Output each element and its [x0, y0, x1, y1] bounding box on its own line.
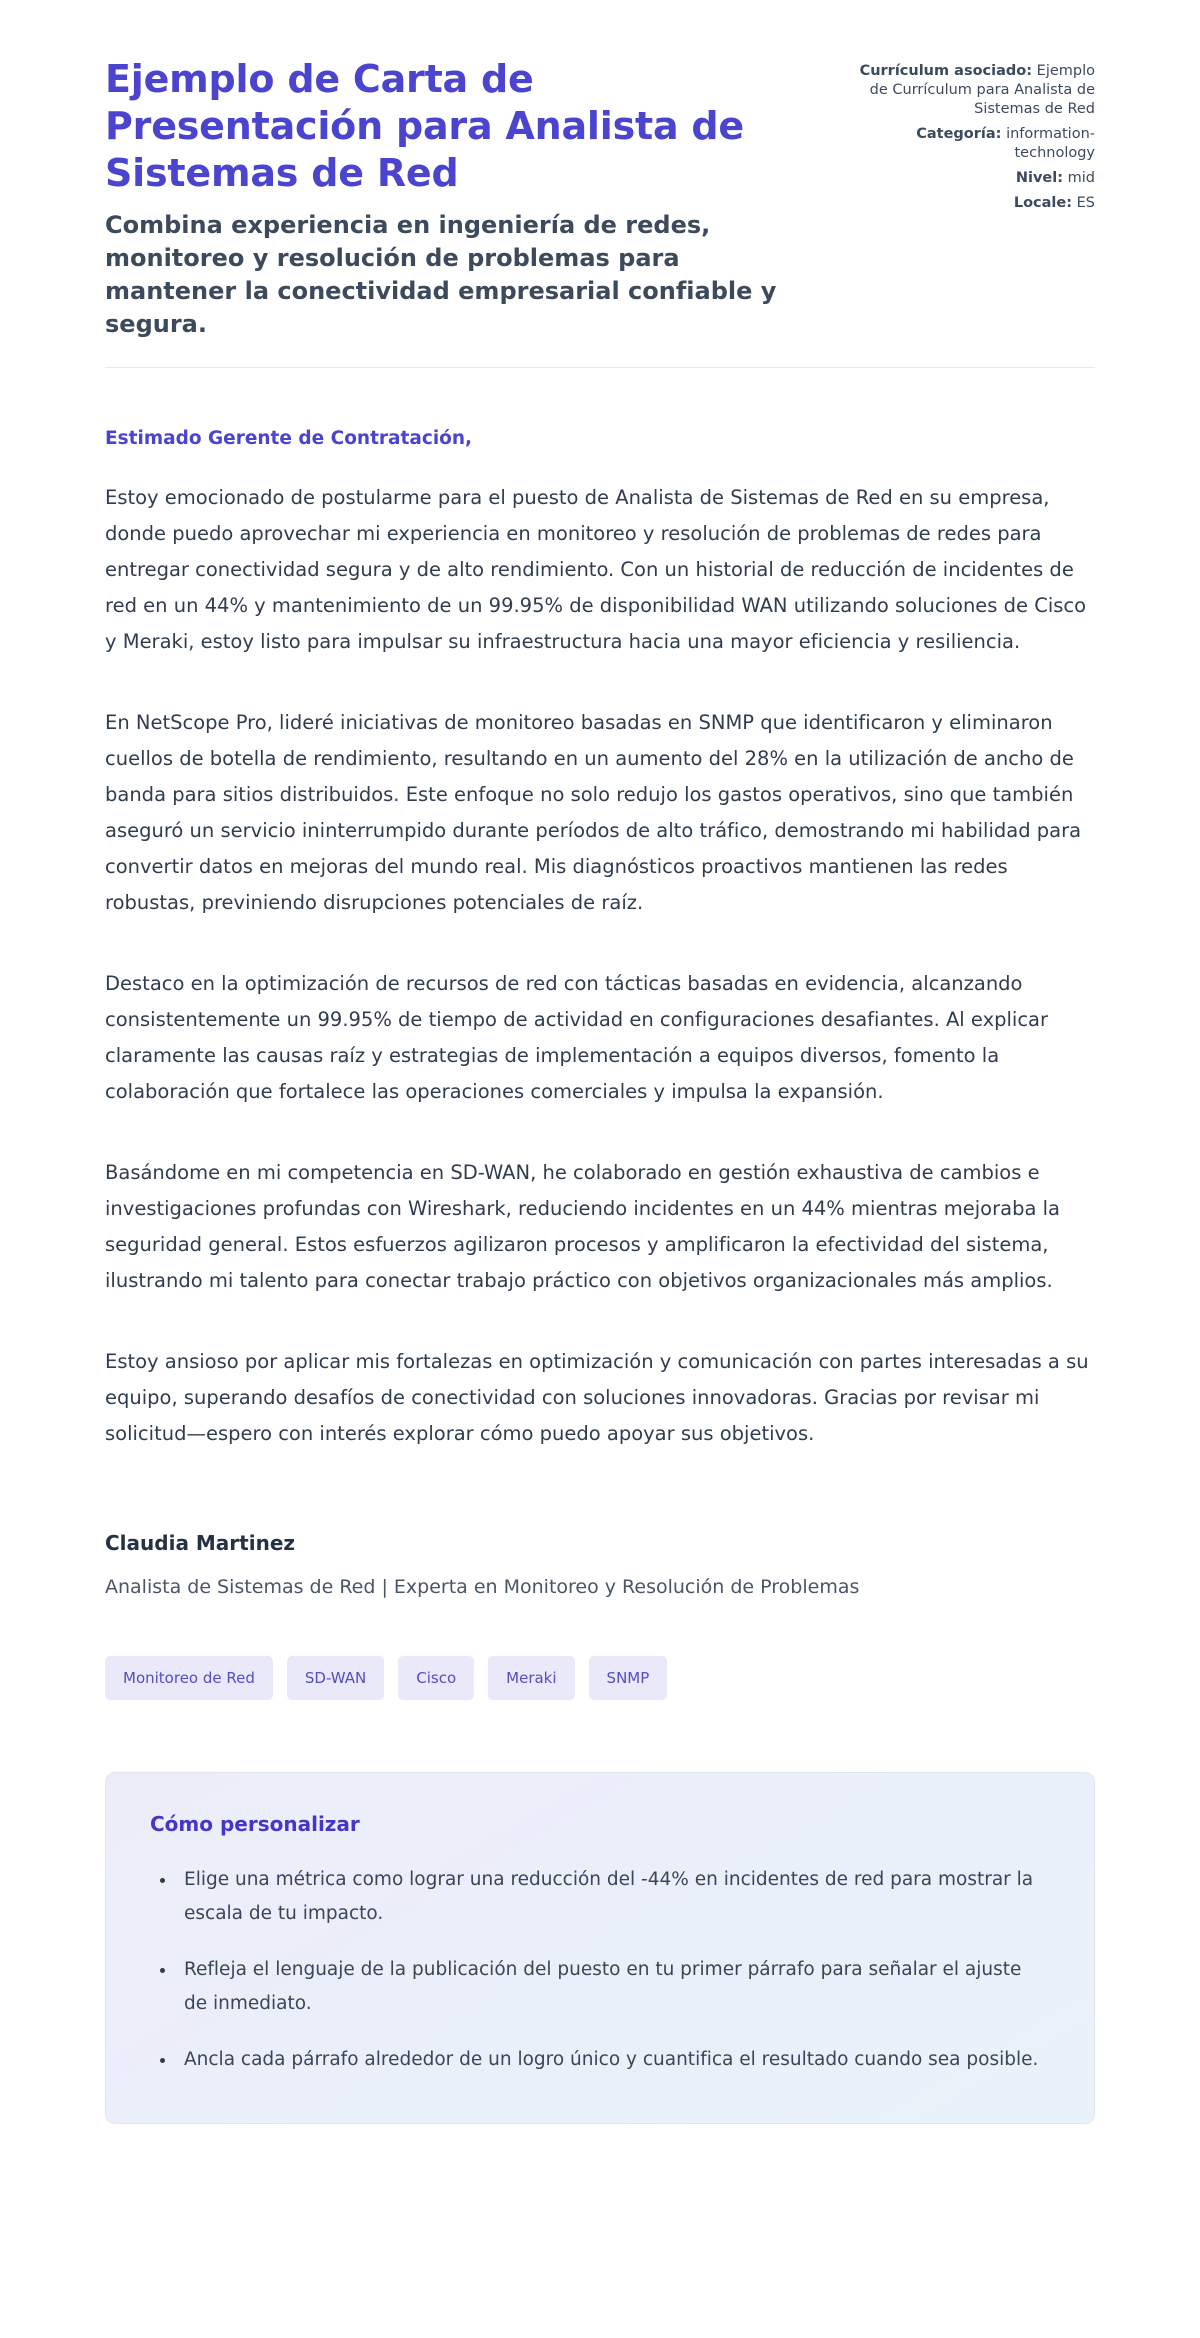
letter-paragraph-1: Estoy emocionado de postularme para el puesto de Analista de Sistemas de Red en su empresa, donde puedo aprovechar mi experiencia en monitoreo y resolución de problemas de redes para entregar conectividad segura y de alto rendimiento. Con un historial de reducción de incidentes de red en un 44% y mantenimiento de un 99.95% de disponibilidad WAN utilizando soluciones de Cisco y Meraki, estoy listo para impulsar su infraestructura hacia una mayor eficiencia y resiliencia. [105, 486, 1087, 653]
tip-item-1: • Elige una métrica como lograr una reducción del -44% en incidentes de red para mostrar la escala de tu impacto. [176, 1863, 1050, 1931]
letter-paragraph-3: Destaco en la optimización de recursos de red con tácticas basadas en evidencia, alcanzando consistentemente un 99.95% de tiempo de actividad en configuraciones desafiantes. Al explicar claramente las causas raíz y estrategias de implementación a equipos diversos, fomento la colaboración que fortalece las operaciones comerciales y impulsa la expansión. [105, 972, 1049, 1103]
tag-snmp[interactable]: SNMP [589, 1656, 668, 1700]
signature-name: Claudia Martinez [105, 1531, 296, 1555]
meta-label: Categoría: [916, 126, 1002, 142]
signature-role: Analista de Sistemas de Red | Experta en Monitoreo y Resolución de Problemas [105, 1576, 860, 1598]
meta-value: ES [1076, 195, 1095, 211]
meta-label: Currículum asociado: [859, 63, 1033, 79]
customization-tips-card [105, 1772, 1095, 2124]
greeting: Estimado Gerente de Contratación, [105, 428, 473, 449]
tip-item-2: • Refleja el lenguaje de la publicación del puesto en tu primer párrafo para señalar el ajuste de inmediato. [176, 1953, 1050, 2021]
meta-label: Nivel: [1015, 170, 1064, 186]
header-left [105, 56, 795, 341]
meta-value: Ejemplo de Currículum para Analista de Sistemas de Red [869, 63, 1095, 117]
tag-list [105, 1656, 1095, 1700]
tag-cisco[interactable]: Cisco [398, 1656, 474, 1700]
tips-list [150, 1863, 1050, 2077]
header [105, 56, 1095, 341]
tag-sd-wan[interactable]: SD-WAN [287, 1656, 384, 1700]
meta-associated-resume [843, 62, 1095, 119]
meta-label: Locale: [1013, 195, 1073, 211]
content-container [105, 0, 1095, 2124]
page-subtitle: Combina experiencia en ingeniería de redes, monitoreo y resolución de problemas para mantener la conectividad empresarial confiable y segura. [105, 211, 777, 338]
divider [105, 367, 1095, 368]
tag-meraki[interactable]: Meraki [488, 1656, 574, 1700]
meta-value: mid [1067, 170, 1095, 186]
tip-item-3: • Ancla cada párrafo alrededor de un logro único y cuantifica el resultado cuando sea posible. [176, 2043, 1050, 2077]
meta-locale [843, 194, 1095, 213]
letter-paragraph-5: Estoy ansioso por aplicar mis fortalezas en optimización y comunicación con partes interesadas a su equipo, superando desafíos de conectividad con soluciones innovadoras. Gracias por revisar mi solicitud—espero con interés explorar cómo puedo apoyar sus objetivos. [105, 1350, 1089, 1445]
meta-value: information-technology [1006, 126, 1095, 161]
letter-paragraph-2: En NetScope Pro, lideré iniciativas de monitoreo basadas en SNMP que identificaron y eliminaron cuellos de botella de rendimiento, resultando en un aumento del 28% en la utilización de ancho de banda para sitios distribuidos. Este enfoque no solo redujo los gastos operativos, sino que también aseguró un servicio ininterrumpido durante períodos de alto tráfico, demostrando mi habilidad para convertir datos en mejoras del mundo real. Mis diagnósticos proactivos mantienen las redes robustas, previniendo disrupciones potenciales de raíz. [105, 711, 1082, 914]
cover-letter [105, 426, 1095, 1600]
letter-paragraph-4: Basándome en mi competencia en SD-WAN, he colaborado en gestión exhaustiva de cambios e investigaciones profundas con Wireshark, reduciendo incidentes en un 44% mientras mejoraba la seguridad general. Estos esfuerzos agilizaron procesos y amplificaron la efectividad del sistema, ilustrando mi talento para conectar trabajo práctico con objetivos organizacionales más amplios. [105, 1161, 1060, 1292]
tag-monitoreo-de-red[interactable]: Monitoreo de Red [105, 1656, 273, 1700]
tips-title: Cómo personalizar [150, 1812, 360, 1836]
page-title: Ejemplo de Carta de Presentación para Analista de Sistemas de Red [105, 57, 744, 195]
meta-category [843, 125, 1095, 163]
meta-panel [843, 56, 1095, 219]
meta-level [843, 169, 1095, 188]
